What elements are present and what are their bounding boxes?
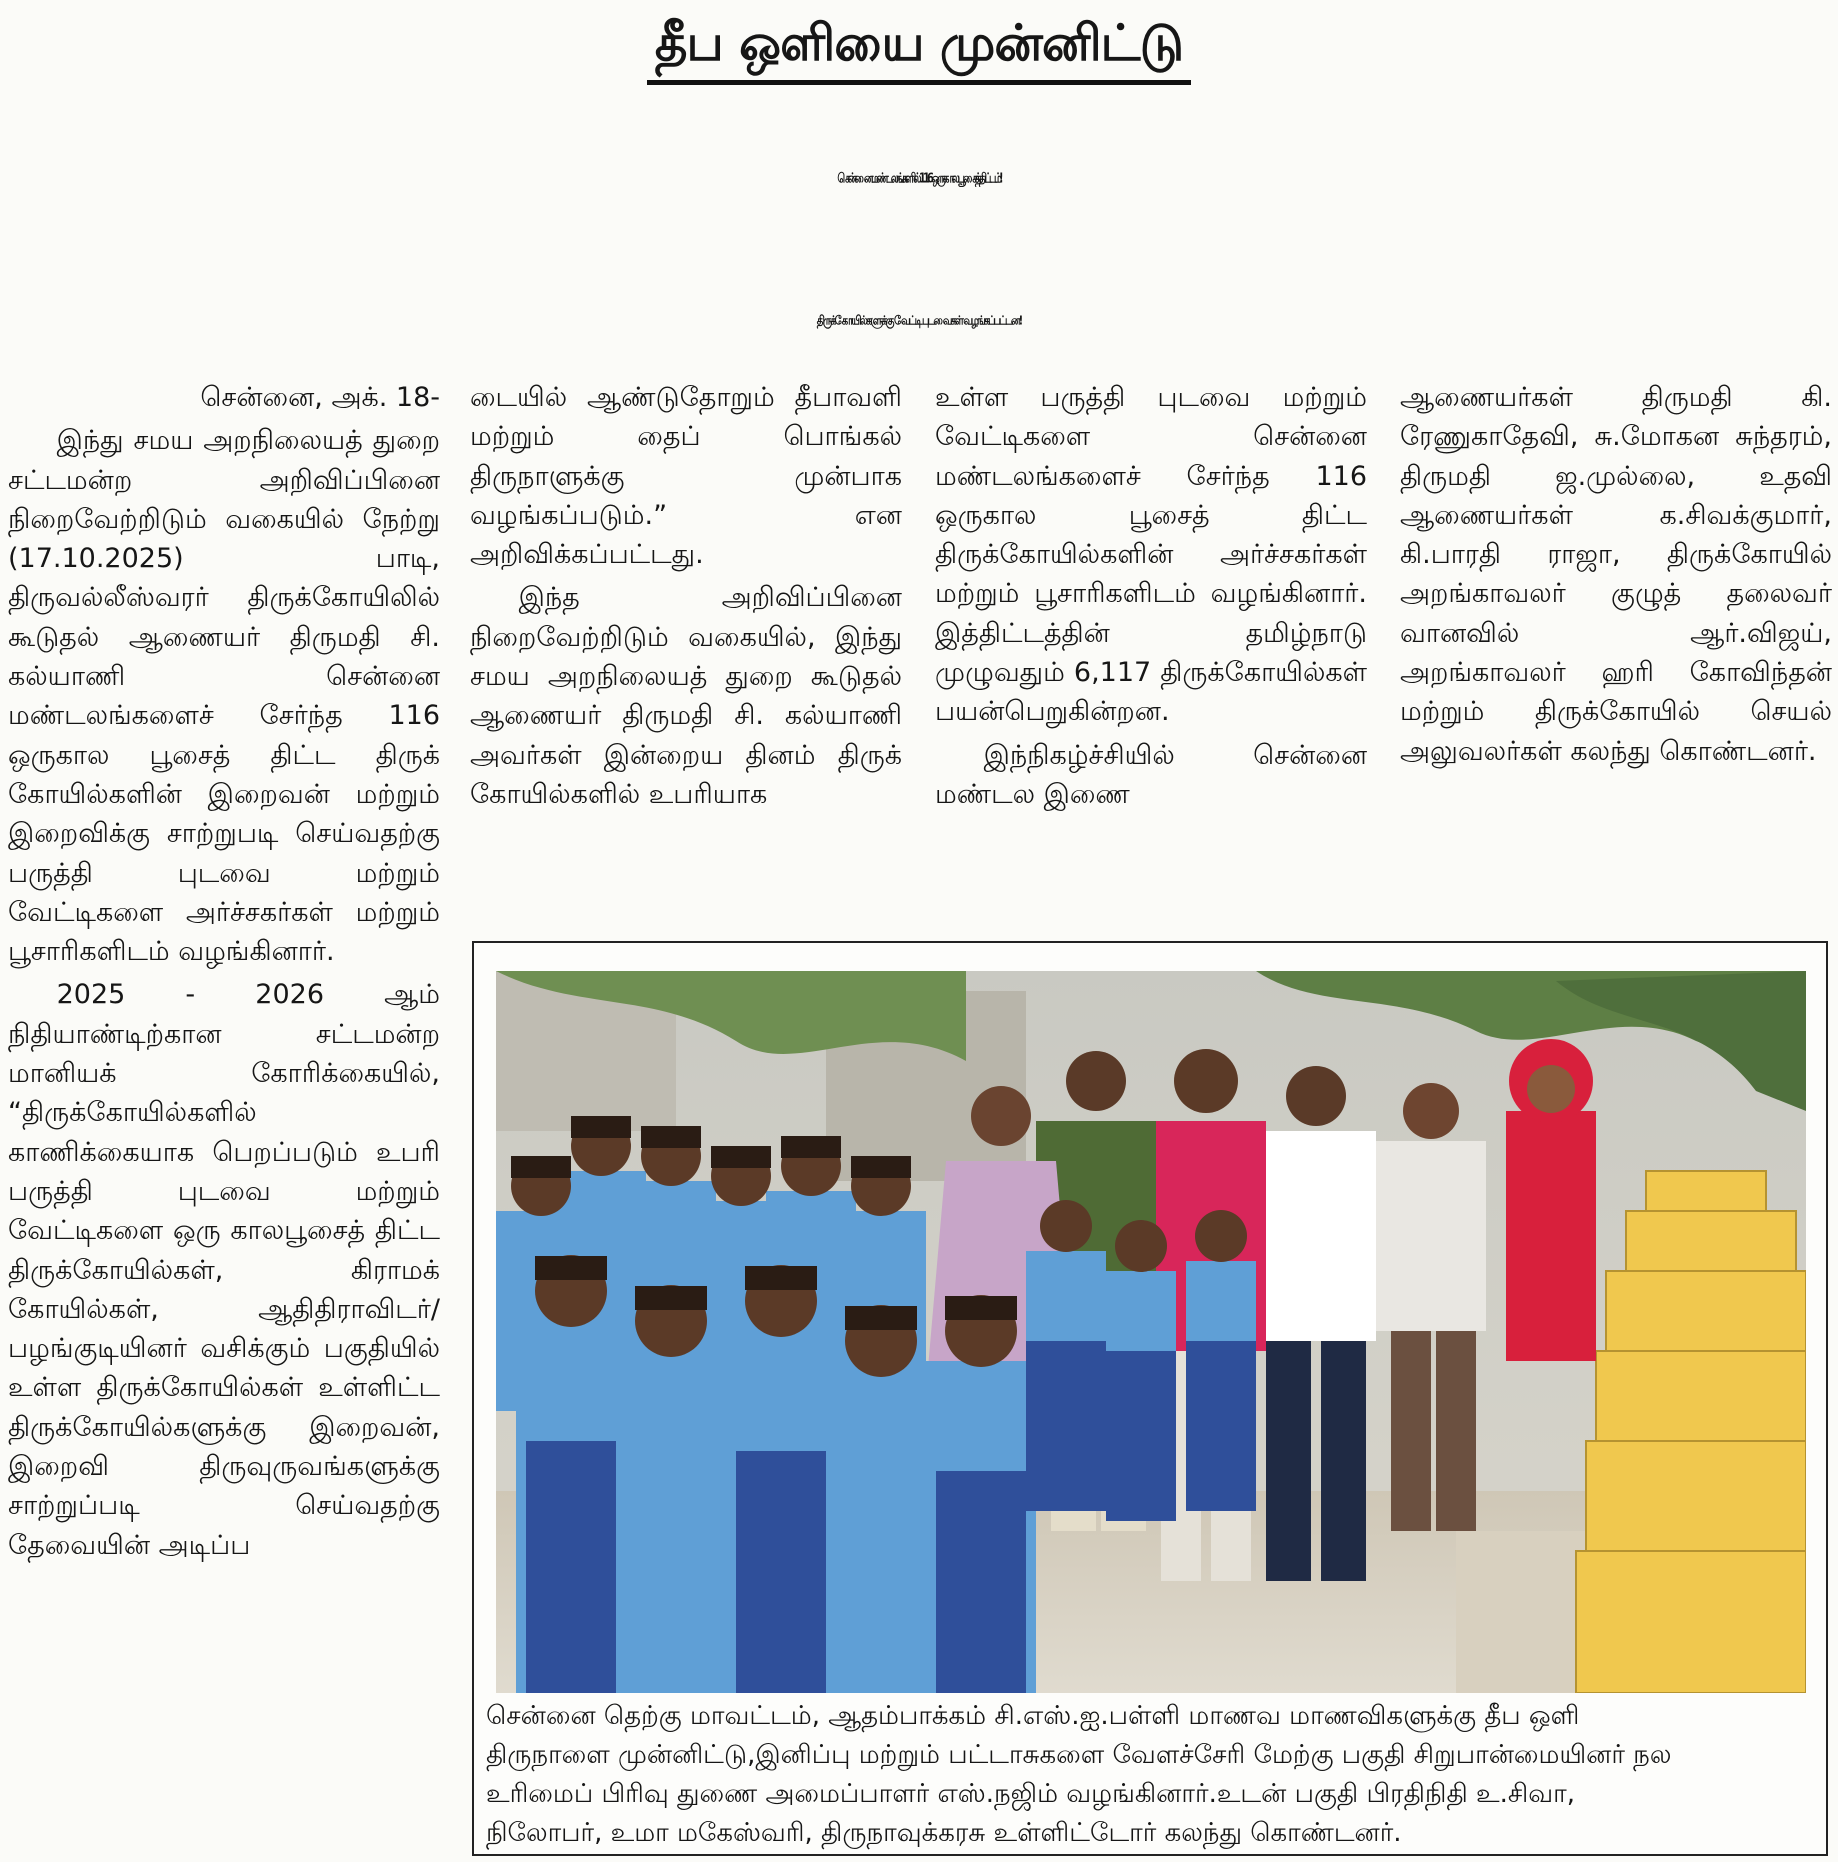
caption-line: நிலோபர், உமா மகேஸ்வரி, திருநாவுக்கரசு உள்ளிட்டோர் கலந்து கொண்டனர். [486, 1818, 1402, 1848]
caption-line: உரிமைப் பிரிவு துணை அமைப்பாளர் எஸ்.நஜிம் வழங்கினார்.உடன் பகுதி பிரதிநிதி உ.சிவா, [486, 1779, 1575, 1809]
kicker-text: தீப ஒளியை முன்னிட்டு [647, 6, 1191, 85]
photo-caption [486, 1697, 1816, 1853]
article-column-2 [470, 378, 902, 898]
paragraph: இந்நிகழ்ச்சியில் சென்னை மண்டல இணை [935, 739, 1367, 810]
paragraph: 2025 - 2026 ஆம் நிதியாண்டிற்கான சட்டமன்ற மானியக் கோரிக்கையில், “திருக்கோயில்களில் காணிக்கையாக பெறப்படும் உபரி பருத்தி புடவை மற்றும் வேட்டிகளை ஒரு காலபூசைத் திட்ட திருக்கோயில்கள், கிராமக் கோயில்கள், ஆதிதிராவிடர்/ பழங்குடியினர் வசிக்கும் பகுதியில் உள்ள திருக்கோயில்கள் உள்ளிட்ட திருக்கோயில்களுக்கு இறைவன், இறைவி திருவுருவங்களுக்கு சாற்றுப்படி செய்வதற்கு தேவையின் அடிப்ப [8, 979, 440, 1561]
paragraph: இந்த அறிவிப்பினை நிறைவேற்றிடும் வகையில், இந்து சமய அறநிலையத் துறை கூடுதல் ஆணையர் திருமதி சி. கல்யாணி அவர்கள் இன்றைய தினம் திருக் கோயில்களில் உபரியாக [470, 582, 902, 810]
children-group-photo-icon [496, 971, 1806, 1693]
sub-headline: திருக்கோயில்களுக்கு வேட்டி புடவைகள் வழங்கப்பட்டன! [816, 314, 1022, 329]
paragraph: உள்ள பருத்தி புடவை மற்றும் வேட்டிகளை சென்னை மண்டலங்களைச் சேர்ந்த 116 ஒருகால பூசைத் திட்ட திருக்கோயில்களின் அர்ச்சகர்கள் மற்றும் பூசாரிகளிடம் வழங்கினார். இத்திட்டத்தின் தமிழ்நாடு முழுவதும் 6,117 திருக்கோயில்கள் பயன்பெறுகின்றன. [935, 382, 1367, 728]
paragraph: இந்து சமய அறநிலையத் துறை சட்டமன்ற அறிவிப்பினை நிறைவேற்றிடும் வகையில் நேற்று (17.10.2025) பாடி, திருவல்லீஸ்வரர் திருக்கோயிலில் கூடுதல் ஆணையர் திருமதி சி. கல்யாணி சென்னை மண்டலங்களைச் சேர்ந்த 116 ஒருகால பூசைத் திட்ட திருக் கோயில்களின் இறைவன் மற்றும் இறைவிக்கு சாற்றுபடி செய்வதற்கு பருத்தி புடவை மற்றும் வேட்டிகளை அர்ச்சகர்கள் மற்றும் பூசாரிகளிடம் வழங்கினார். [8, 425, 440, 968]
article-column-1 [8, 378, 440, 1862]
caption-line: திருநாளை முன்னிட்டு,இனிப்பு மற்றும் பட்டாசுகளை வேளச்சேரி மேற்கு பகுதி சிறுபான்மையினர் நல [486, 1740, 1672, 1770]
dateline: சென்னை, அக். 18- [200, 382, 440, 413]
article-column-3 [935, 378, 1367, 898]
caption-line: சென்னை தெற்கு மாவட்டம், ஆதம்பாக்கம் சி.எஸ்.ஐ.பள்ளி மாணவ மாணவிகளுக்கு தீப ஒளி [486, 1701, 1580, 1731]
paragraph: ஆணையர்கள் திருமதி கி. ரேணுகாதேவி, சு.மோகன சுந்தரம், திருமதி ஜ.முல்லை, உதவி ஆணையர்கள் க.சிவக்குமார், கி.பாரதி ராஜா, திருக்கோயில் அறங்காவலர் குழுத் தலைவர் வானவில் ஆர்.விஜய், அறங்காவலர் ஹரி கோவிந்தன் மற்றும் திருக்கோயில் செயல் அலுவலர்கள் கலந்து கொண்டனர். [1400, 382, 1832, 767]
paragraph: டையில் ஆண்டுதோறும் தீபாவளி மற்றும் தைப் பொங்கல் திருநாளுக்கு முன்பாக வழங்கப்படும்.” என அறிவிக்கப்பட்டது. [470, 382, 902, 571]
photo-box [472, 941, 1828, 1856]
main-headline: சென்னை மண்டலங்களில் 116 ஒருகால பூசைத் திட்டம்! [837, 171, 1001, 187]
article-column-4 [1400, 378, 1832, 898]
newspaper-photo [496, 971, 1806, 1693]
